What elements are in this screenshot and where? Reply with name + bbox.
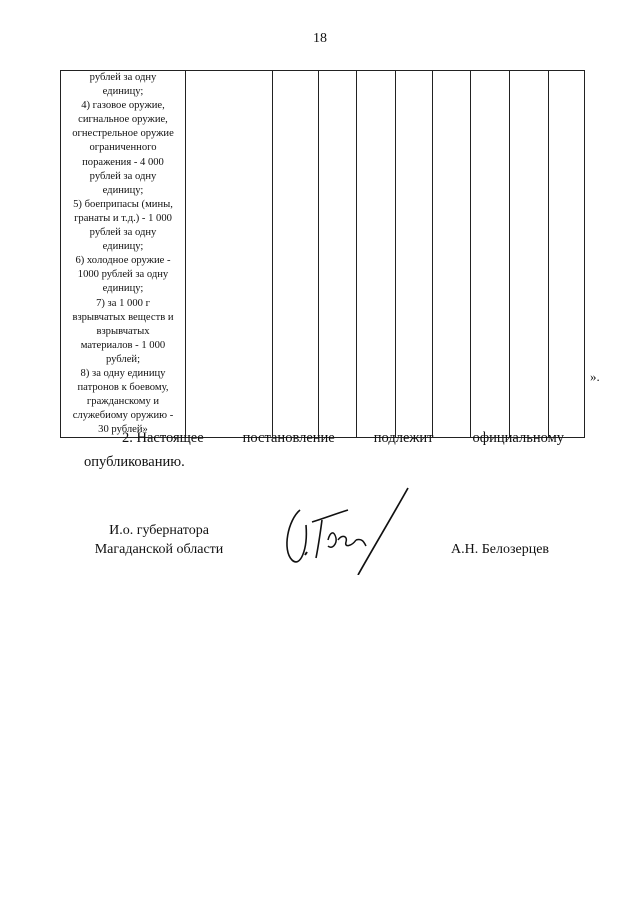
table-text-line: материалов - 1 000	[80, 339, 166, 351]
table-row	[61, 71, 585, 438]
table-text-line: 7) за 1 000 г	[96, 297, 150, 309]
table-text-line: 4) газовое оружие,	[81, 100, 165, 112]
table-empty-cell	[471, 71, 510, 438]
signatory-title-line-1: И.о. губернатора	[109, 523, 209, 538]
table-text-line: 30 рублей»	[98, 424, 148, 436]
table-empty-cell	[273, 71, 319, 438]
paragraph-word: постановление	[242, 430, 335, 446]
table-text-line: ограниченного	[89, 142, 157, 154]
table-text-line: служебиому оружию -	[72, 410, 174, 422]
signatory-title-line-2: Магаданской области	[94, 542, 224, 557]
page-number: 18	[313, 31, 327, 46]
table-text-line: гражданскому и	[86, 396, 160, 408]
signatory-title	[84, 521, 234, 559]
table-text-line: гранаты и т.д.) - 1 000	[74, 212, 172, 224]
table-text-line: 1000 рублей за одну	[77, 269, 169, 281]
table-text-line: рублей за одну	[89, 170, 157, 182]
table-empty-cell	[357, 71, 396, 438]
table-text-line: сигнальное оружие,	[78, 114, 168, 126]
paragraph-publication	[84, 426, 564, 474]
table-empty-cell	[433, 71, 471, 438]
paragraph-word: официальному	[472, 430, 564, 446]
table-text-line: 5) боеприпасы (мины,	[73, 198, 173, 210]
table-text-line: поражения - 4 000	[82, 156, 164, 168]
table-text-line: 6) холодное оружие -	[75, 255, 171, 267]
table-empty-cell	[549, 71, 585, 438]
table-text-line: огнестрельное оружие	[72, 128, 174, 140]
paragraph-word: 2. Настоящее	[122, 430, 204, 446]
table-text-line: рублей;	[105, 353, 141, 365]
table-text-line: рублей за одну	[89, 227, 157, 239]
fee-table	[60, 70, 585, 438]
table-text-line: единицу;	[102, 86, 144, 98]
table-text-line: единицу;	[102, 241, 144, 253]
table-empty-cell	[319, 71, 357, 438]
table-text-cell	[61, 71, 186, 438]
table-empty-cell	[510, 71, 549, 438]
table-text-line: взрывчатых	[96, 325, 150, 337]
closing-quote: ».	[590, 369, 600, 384]
table-text-line: взрывчатых веществ и	[72, 311, 174, 323]
table-empty-cell	[396, 71, 433, 438]
table-text-line: рублей за одну	[89, 72, 157, 83]
table-text-line: единицу;	[102, 184, 144, 196]
paragraph-line-1	[84, 426, 564, 450]
table-text-line: 8) за одну единицу	[80, 367, 166, 379]
table-text-line: патронов к боевому,	[77, 382, 169, 394]
paragraph-word: подлежит	[373, 430, 434, 446]
table-text-line: единицу;	[102, 283, 144, 295]
paragraph-line-2: опубликованию.	[84, 454, 185, 470]
handwritten-signature-icon	[270, 480, 420, 575]
table-empty-cell	[186, 71, 273, 438]
signatory-name: А.Н. Белозерцев	[451, 542, 550, 557]
